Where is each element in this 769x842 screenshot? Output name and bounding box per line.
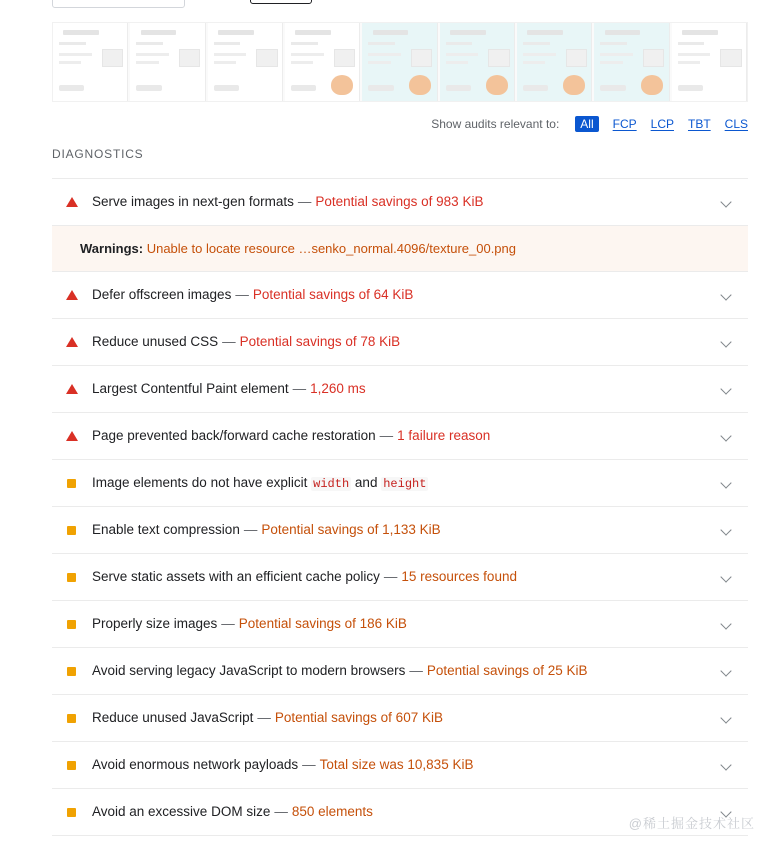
audit-filter-row [431, 116, 748, 132]
screenshot-filmstrip [52, 22, 748, 102]
audit-row[interactable] [52, 695, 748, 742]
audit-dash: — [243, 522, 258, 537]
filmstrip-thumbnail[interactable] [362, 23, 437, 101]
audit-title: Serve images in next-gen formats [92, 194, 294, 209]
chevron-down-icon[interactable] [722, 291, 732, 301]
diagnostics-audit-list [52, 178, 748, 836]
audit-value: Potential savings of 186 KiB [238, 616, 407, 631]
audit-value: Potential savings of 64 KiB [252, 287, 414, 302]
audit-value: 1 failure reason [397, 428, 491, 443]
top-controls-strip [0, 0, 769, 12]
warn-square-icon [66, 712, 78, 724]
filmstrip-thumbnail[interactable] [53, 23, 128, 101]
audit-dash: — [257, 710, 271, 725]
filmstrip-thumbnail[interactable] [594, 23, 669, 101]
audit-row[interactable] [52, 554, 748, 601]
warn-square-icon [66, 665, 78, 677]
audit-dash: — [222, 334, 236, 349]
audit-value: Potential savings of 607 KiB [274, 710, 443, 725]
audit-row[interactable] [52, 272, 748, 319]
audit-title: Enable text compression [92, 522, 240, 537]
audit-row[interactable] [52, 366, 748, 413]
audit-value: 850 elements [291, 804, 373, 819]
audit-dash: — [292, 381, 307, 396]
chevron-down-icon[interactable] [722, 667, 732, 677]
audit-title: Defer offscreen images [92, 287, 232, 302]
chevron-down-icon[interactable] [722, 479, 732, 489]
audit-title: Avoid serving legacy JavaScript to modern browsers [92, 663, 406, 678]
chevron-down-icon[interactable] [722, 338, 732, 348]
audit-dash: — [409, 663, 423, 678]
fail-triangle-icon [66, 383, 78, 395]
audit-dash: — [302, 757, 316, 772]
audit-row[interactable] [52, 319, 748, 366]
fail-triangle-icon [66, 196, 78, 208]
audit-row[interactable] [52, 742, 748, 789]
chevron-down-icon[interactable] [722, 761, 732, 771]
audit-row[interactable] [52, 507, 748, 554]
fail-triangle-icon [66, 289, 78, 301]
filter-chip-all[interactable]: All [575, 116, 598, 132]
warn-square-icon [66, 759, 78, 771]
warn-square-icon [66, 618, 78, 630]
filmstrip-thumbnail[interactable] [672, 23, 747, 101]
audit-dash: — [383, 569, 398, 584]
filmstrip-thumbnail[interactable] [440, 23, 515, 101]
chevron-down-icon[interactable] [722, 198, 732, 208]
audit-value: Potential savings of 78 KiB [239, 334, 401, 349]
audit-value: Potential savings of 25 KiB [426, 663, 588, 678]
audit-dash: — [274, 804, 288, 819]
audit-code-width: width [313, 476, 350, 491]
filmstrip-thumbnail[interactable] [130, 23, 205, 101]
filter-chip-cls[interactable]: CLS [724, 117, 748, 131]
audit-value: 15 resources found [401, 569, 517, 584]
filmstrip-thumbnail[interactable] [208, 23, 283, 101]
warn-square-icon [66, 571, 78, 583]
chevron-down-icon[interactable] [722, 526, 732, 536]
audit-row[interactable] [52, 179, 748, 226]
warn-square-icon [66, 524, 78, 536]
audit-row[interactable] [52, 413, 748, 460]
audit-dash: — [297, 194, 312, 209]
audit-title: Image elements do not have explicit [92, 474, 308, 490]
audit-conjunction: and [354, 474, 378, 490]
audit-dash: — [379, 428, 394, 443]
chevron-down-icon[interactable] [722, 620, 732, 630]
audit-value: Potential savings of 1,133 KiB [261, 522, 441, 537]
view-treemap-button[interactable] [52, 0, 185, 8]
audit-warning-banner [52, 226, 748, 272]
audit-title: Serve static assets with an efficient cache policy [92, 569, 380, 584]
chevron-down-icon[interactable] [722, 573, 732, 583]
audit-title: Reduce unused JavaScript [92, 710, 254, 725]
filmstrip-thumbnail[interactable] [517, 23, 592, 101]
chevron-down-icon[interactable] [722, 432, 732, 442]
audit-title: Page prevented back/forward cache restoration [92, 428, 376, 443]
audit-dash: — [235, 287, 249, 302]
audit-title: Reduce unused CSS [92, 334, 219, 349]
fail-triangle-icon [66, 336, 78, 348]
warn-square-icon [66, 477, 78, 489]
warning-text: Unable to locate resource …senko_normal.4096/texture_00.png [146, 241, 516, 256]
audit-value: 1,260 ms [310, 381, 366, 396]
audit-code-height: height [383, 476, 427, 491]
audit-title: Avoid enormous network payloads [92, 757, 299, 772]
audit-title: Largest Contentful Paint element [92, 381, 289, 396]
chevron-down-icon[interactable] [722, 385, 732, 395]
fail-triangle-icon [66, 430, 78, 442]
filter-chip-lcp[interactable]: LCP [650, 117, 674, 131]
audit-row[interactable] [52, 460, 748, 507]
watermark: @稀土掘金技术社区 [628, 816, 755, 831]
chevron-down-icon[interactable] [722, 714, 732, 724]
warning-prefix: Warnings: [80, 241, 144, 256]
filmstrip-thumbnail[interactable] [285, 23, 360, 101]
filter-chip-fcp[interactable]: FCP [612, 117, 637, 131]
warn-square-icon [66, 806, 78, 818]
audit-value: Potential savings of 983 KiB [315, 194, 484, 209]
audit-value: Total size was 10,835 KiB [319, 757, 474, 772]
audit-title: Properly size images [92, 616, 218, 631]
audit-title: Avoid an excessive DOM size [92, 804, 271, 819]
secondary-toolbar-button[interactable] [250, 0, 312, 4]
diagnostics-heading: DIAGNOSTICS [52, 147, 144, 161]
filter-chip-tbt[interactable]: TBT [687, 117, 711, 131]
audit-row[interactable] [52, 648, 748, 695]
audit-filter-label: Show audits relevant to: [431, 117, 560, 131]
audit-dash: — [221, 616, 235, 631]
audit-row[interactable] [52, 601, 748, 648]
